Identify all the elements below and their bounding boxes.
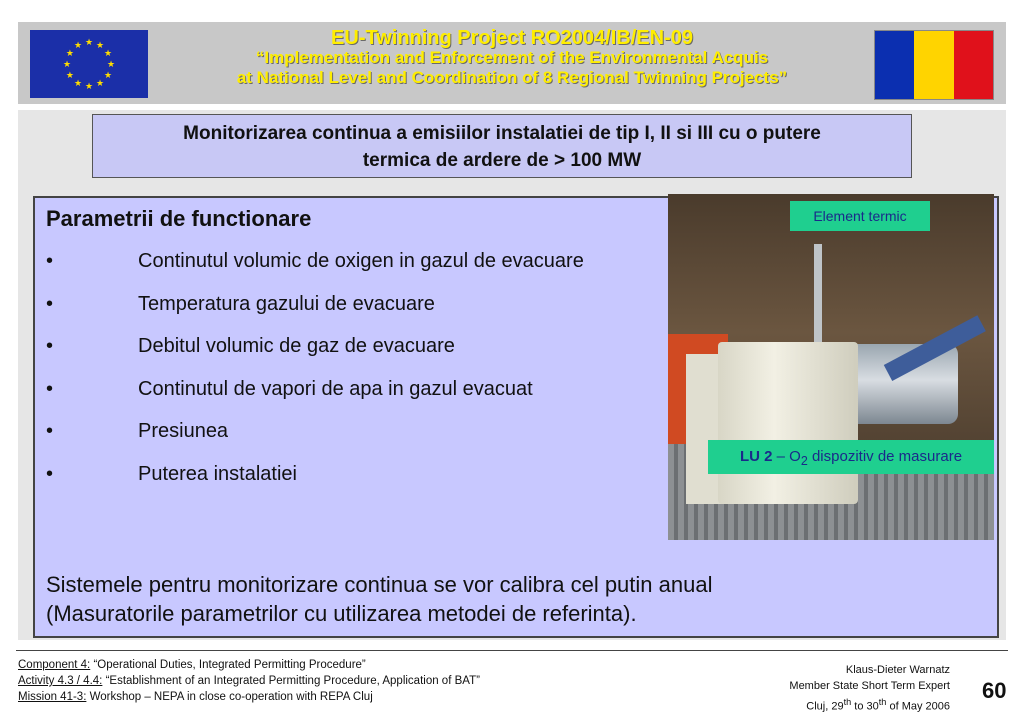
eu-star-icon: ★ [65, 71, 74, 81]
section-title: Parametrii de functionare [46, 206, 312, 231]
calibration-note-line2: (Masuratorile parametrilor cu utilizarea metodei de referinta). [46, 601, 637, 626]
photo-analyzer-cabinet [718, 342, 858, 504]
equipment-photo [668, 194, 994, 540]
ro-flag-yellow [914, 31, 953, 99]
bullet-icon: • [46, 420, 54, 442]
eu-star-icon: ★ [95, 79, 105, 90]
footer-date-prefix: Cluj, 29 [806, 700, 844, 713]
project-subtitle-line2: at National Level and Coordination of 8 Regional Twinning Projects” [236, 68, 788, 87]
footer-component-label: Component 4: [18, 659, 91, 671]
footer-mission [18, 689, 480, 705]
slide-title-line2: termica de ardere de > 100 MW [362, 150, 642, 171]
footer-project-info [18, 657, 480, 705]
ro-flag-red [954, 31, 993, 99]
footer-divider [16, 650, 1008, 651]
bullet-icon: • [46, 377, 54, 400]
eu-star-icon: ★ [73, 79, 83, 90]
bullet-icon: • [46, 462, 54, 485]
bullet-icon: • [46, 335, 54, 357]
footer-role: Member State Short Term Expert [789, 680, 950, 692]
project-header [150, 28, 874, 88]
eu-star-icon: ★ [104, 49, 113, 59]
footer-activity-text: “Establishment of an Integrated Permitting Procedure, Application of BAT” [102, 675, 480, 687]
eu-star-icon: ★ [73, 40, 83, 51]
footer-date-mid: to 30 [851, 700, 879, 713]
footer-activity [18, 673, 480, 689]
eu-star-icon: ★ [106, 60, 116, 70]
slide-title [92, 114, 912, 178]
bullet-icon: • [46, 250, 54, 272]
label-lu2-o: – O [772, 448, 801, 465]
footer-author: Klaus-Dieter Warnatz [845, 664, 950, 676]
page-number: 60 [982, 678, 1007, 703]
footer-component-text: “Operational Duties, Integrated Permitting Procedure” [90, 659, 366, 671]
footer-activity-label: Activity 4.3 / 4.4: [18, 675, 103, 687]
parameter-item-label: Debitul volumic de gaz de evacuare [138, 335, 455, 357]
eu-star-icon: ★ [65, 49, 74, 59]
label-lu2-code: LU 2 [739, 448, 773, 465]
footer-mission-text: Workshop – NEPA in close co-operation with REPA Cluj [86, 691, 373, 703]
label-lu2-device [708, 440, 994, 474]
calibration-note [46, 570, 866, 628]
footer-date [789, 694, 950, 715]
eu-star-icon: ★ [95, 40, 105, 51]
label-element-termic: Element termic [790, 201, 930, 231]
footer-date-suffix: of May 2006 [886, 700, 950, 713]
parameter-item-label: Puterea instalatiei [138, 462, 297, 485]
project-subtitle-line1: “Implementation and Enforcement of the Environmental Acquis [255, 48, 769, 67]
eu-flag-icon [30, 30, 148, 98]
bullet-icon: • [46, 292, 54, 315]
project-code: EU-Twinning Project RO2004/IB/EN-09 [331, 27, 693, 49]
parameter-item-label: Continutul de vapori de apa in gazul evacuat [138, 377, 533, 400]
parameter-item-label: Continutul volumic de oxigen in gazul de evacuare [138, 250, 584, 272]
footer-date-sup1: th [843, 697, 852, 707]
footer-date-sup2: th [878, 697, 887, 707]
calibration-note-line1: Sistemele pentru monitorizare continua se vor calibra cel putin anual [46, 572, 713, 597]
footer-mission-label: Mission 41-3: [18, 691, 87, 703]
eu-star-icon: ★ [104, 71, 113, 81]
parameter-item-label: Temperatura gazului de evacuare [138, 292, 435, 315]
label-lu2-subscript: 2 [800, 454, 808, 468]
slide-title-line1: Monitorizarea continua a emisiilor instalatiei de tip I, II si III cu o putere [183, 123, 821, 144]
eu-star-icon: ★ [84, 82, 94, 92]
eu-star-icon: ★ [84, 38, 94, 48]
eu-star-icon: ★ [62, 60, 72, 70]
footer-author-info [789, 662, 950, 715]
footer-component [18, 657, 480, 673]
photo-thermal-sensor [814, 244, 822, 344]
romania-flag-icon [874, 30, 994, 100]
label-lu2-rest: dispozitiv de masurare [807, 448, 963, 465]
ro-flag-blue [875, 31, 914, 99]
parameter-item-label: Presiunea [138, 420, 229, 442]
